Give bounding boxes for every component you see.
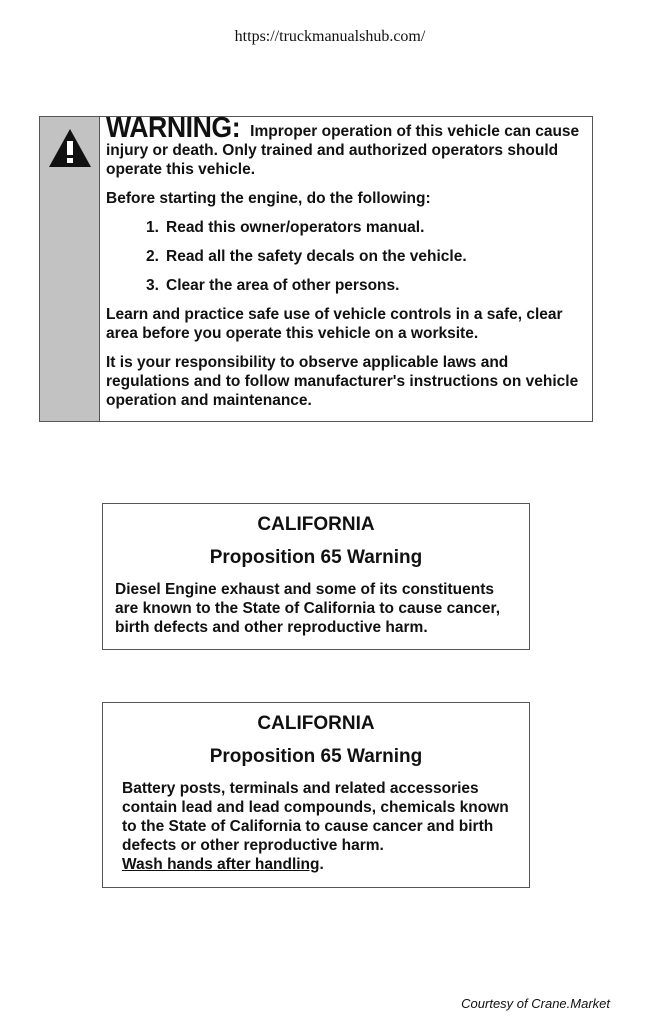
list-item: 3. Clear the area of other persons.	[146, 277, 400, 294]
prop65-battery-box	[102, 702, 530, 888]
warning-title: WARNING:	[106, 112, 241, 144]
prop65-title: Proposition 65 Warning	[209, 746, 423, 767]
warning-responsibility-text: It is your responsibility to observe applicable laws and regulations and to follow manufacturer's instructions on vehicle operation and maintenance.	[106, 354, 579, 409]
prop65-state-heading: CALIFORNIA	[257, 713, 375, 734]
warning-intro: Improper operation of this vehicle can cause injury or death. Only trained and authorized operators should operate this vehicle.	[106, 123, 580, 178]
warning-learn-text: Learn and practice safe use of vehicle controls in a safe, clear area before you operate this vehicle on a worksite.	[106, 306, 563, 342]
prop65-battery-body: Battery posts, terminals and related accessories contain lead and lead compounds, chemicals known to the State of California to cause cancer and birth defects or other reproductive harm.	[122, 780, 509, 854]
prop65-diesel-text: Diesel Engine exhaust and some of its constituents are known to the State of California to cause cancer, birth defects and other reproductive harm.	[115, 581, 501, 636]
prop65-state-heading: CALIFORNIA	[257, 514, 375, 535]
warning-before-text: Before starting the engine, do the following:	[106, 190, 431, 207]
warning-box	[39, 112, 593, 422]
warning-sidebar	[40, 117, 100, 421]
prop65-battery-text	[122, 779, 519, 874]
prop65-title: Proposition 65 Warning	[209, 547, 423, 568]
warning-steps-list	[106, 218, 584, 295]
page-url: https://truckmanualshub.com/	[234, 28, 426, 45]
wash-hands-text: Wash hands after handling	[122, 856, 320, 873]
warning-body	[100, 112, 592, 421]
warning-intro-paragraph	[106, 112, 584, 179]
warning-triangle-icon	[47, 127, 93, 169]
prop65-diesel-box	[102, 503, 530, 650]
footer-credit: Courtesy of Crane.Market	[461, 996, 610, 1011]
wash-hands-suffix: .	[319, 856, 324, 873]
list-item: 1. Read this owner/operators manual.	[146, 219, 425, 236]
list-item: 2. Read all the safety decals on the vehicle.	[146, 248, 467, 265]
